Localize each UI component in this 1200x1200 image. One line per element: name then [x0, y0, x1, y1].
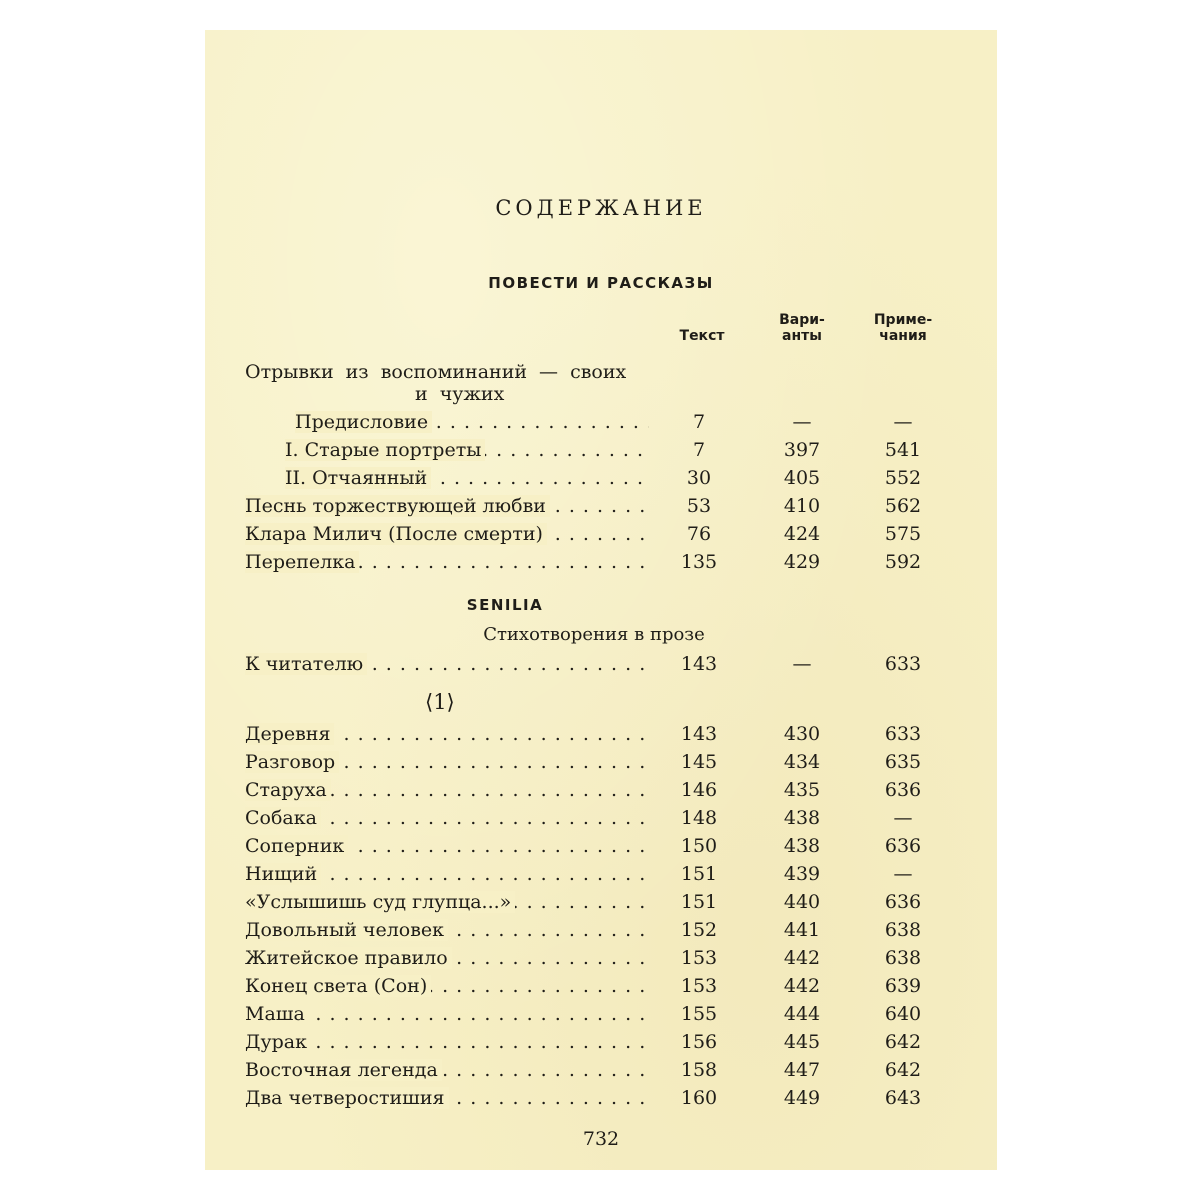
- column-header-variants: Вари- анты: [779, 312, 825, 344]
- toc-row: Собака . . . 148 438 —: [205, 804, 997, 832]
- toc-row: Соперник . . . 150 438 636: [205, 832, 997, 860]
- toc-row: Старуха . . . 146 435 636: [205, 776, 997, 804]
- toc-row: I. Старые портреты . . . 7 397 541: [205, 436, 997, 464]
- part-marker: ⟨1⟩: [425, 690, 455, 714]
- page-title: СОДЕРЖАНИЕ: [495, 196, 707, 220]
- toc-row: Предисловие . . . 7 — —: [205, 408, 997, 436]
- toc-row: Житейское правило . . . 153 442 638: [205, 944, 997, 972]
- toc-row: Перепелка . . . 135 429 592: [205, 548, 997, 576]
- column-header-notes: Приме- чания: [873, 312, 933, 344]
- toc-row: Восточная легенда . . . 158 447 642: [205, 1056, 997, 1084]
- toc-row: «Услышишь суд глупца...» . . . 151 440 636: [205, 888, 997, 916]
- toc-row: Конец света (Сон) . . . 153 442 639: [205, 972, 997, 1000]
- subsection-heading: Стихотворения в прозе: [483, 624, 705, 645]
- column-header-text: Текст: [679, 328, 725, 344]
- toc-row: Два четверостишия . . . 160 449 643: [205, 1084, 997, 1112]
- toc-row: Дурак . . . 156 445 642: [205, 1028, 997, 1056]
- group-title-line-2: и чужих: [415, 383, 505, 405]
- page-number: 732: [582, 1128, 620, 1150]
- toc-row: Маша . . . 155 444 640: [205, 1000, 997, 1028]
- section-heading-stories: ПОВЕСТИ И РАССКАЗЫ: [488, 274, 714, 292]
- toc-row: Деревня . . . 143 430 633: [205, 720, 997, 748]
- toc-row: Разговор . . . 145 434 635: [205, 748, 997, 776]
- toc-row: II. Отчаянный . . . 30 405 552: [205, 464, 997, 492]
- toc-row: Песнь торжествующей любви . . . 53 410 562: [205, 492, 997, 520]
- book-page: [205, 30, 997, 1170]
- toc-row: Нищий . . . 151 439 —: [205, 860, 997, 888]
- toc-row: Довольный человек . . . 152 441 638: [205, 916, 997, 944]
- toc-row: Клара Милич (После смерти) . . . 76 424 575: [205, 520, 997, 548]
- section-heading-senilia: SENILIA: [466, 596, 544, 614]
- group-title-line-1: Отрывки из воспоминаний — своих: [245, 361, 627, 383]
- toc-row: К читателю . . . 143 — 633: [205, 650, 997, 678]
